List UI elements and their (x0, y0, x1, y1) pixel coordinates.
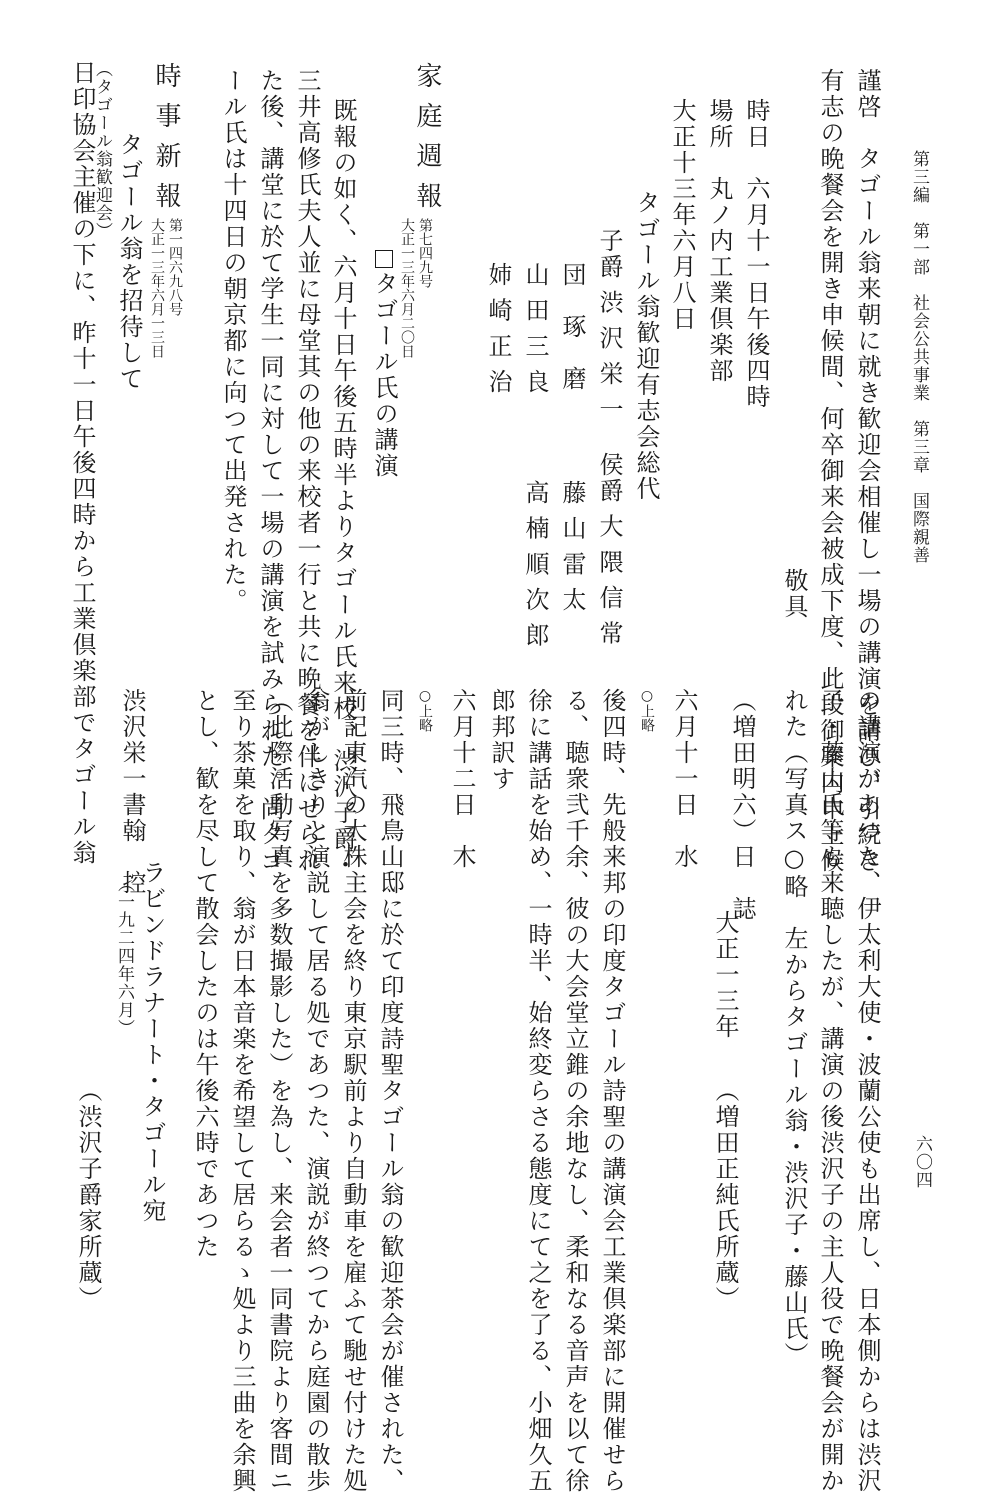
katei-line: 既報の如く、六月十日午後五時半よりタゴール氏来校、渋沢子爵・ (329, 98, 357, 878)
jiji-title: 時事新報 (151, 62, 181, 222)
diary-line: 郎邦訳す (487, 688, 515, 792)
diary-date: 六月十二日 木 (448, 688, 476, 870)
signer: 藤 山 雷 太 (558, 480, 586, 613)
signer: 子爵 渋 沢 栄 一 (595, 228, 623, 423)
diary-line: 後四時、先般来邦の印度タゴール詩聖の講演会工業倶楽部に開催せら (598, 688, 626, 1494)
jiji-issue: 第一四六九八号 (167, 218, 183, 316)
diary-line: （此際活動写真を多数撮影した）を為し、来会者一同書院より客間ニ (265, 688, 293, 1494)
signer: 姉 崎 正 治 (484, 262, 512, 395)
katei-issue: 第七四九号 (417, 218, 433, 288)
diary-line: 徐に講話を始め、一時半、始終変らさる態度にて之を了る、小畑久五 (524, 688, 552, 1494)
invitation-line-2: 有志の晩餐会を開き申候間、何卒御来会被成下度、此段御案内申上候 (816, 68, 844, 874)
signer: 侯爵 大 隈 信 常 (595, 452, 623, 647)
diary-line: とし、歓を尽して散会したのは午後六時であつた (191, 688, 219, 1260)
square-mark-icon (375, 250, 393, 268)
diary-date: 六月十一日 水 (670, 688, 698, 870)
katei-subtitle-text: タゴール氏の講演 (370, 271, 398, 479)
katei-title: 家庭週報 (412, 62, 442, 222)
letter-title: 渋沢栄一書翰 控 (118, 688, 146, 896)
diary-line: 前記東汽の大株主会を終り東京駅前より自動車を雇ふて馳せ付けた処 (339, 688, 367, 1494)
cont-line: 子・藤山氏等も来聴したが、講演の後渋沢子の主人役で晩餐会が開か (816, 688, 844, 1494)
invitation-line-1: 謹啓 タゴール翁来朝に就き歓迎会相催し一場の講演を請ひ、引続き (853, 68, 881, 874)
katei-issue-date: 大正一三年六月二〇日 (399, 218, 415, 358)
katei-subtitle (372, 250, 396, 479)
nikki-source: （増田正純氏所蔵） (711, 1078, 739, 1312)
katei-line: 三井高修氏夫人並に母堂其の他の来校者一行と共に晩餐を伴にせられ (293, 68, 321, 874)
katei-line: た後、講堂に於て学生一同に対して一場の講演を試みられた。尚タゴ (256, 68, 284, 874)
signer: 高 楠 順 次 郎 (521, 480, 549, 649)
jiji-issue-date: 大正一三年六月一三日 (149, 218, 165, 358)
letter-recipient: ラビンドラナート・タゴール宛 (138, 860, 166, 1224)
cont-line: れた（写真ス○略 左からタゴール翁・渋沢子・藤山氏） (780, 688, 808, 1368)
nikki-year: 大正一三年 (711, 910, 739, 1040)
signer: 山 田 三 良 (521, 262, 549, 395)
page-number: 六〇四 (912, 1135, 932, 1189)
signer: 団 琢 磨 (558, 262, 586, 392)
invitation-closing: 敬具 (780, 568, 808, 620)
letter-source: （渋沢子爵家所蔵） (74, 1078, 102, 1312)
diary-line: 同三時、飛鳥山邸に於て印度詩聖タゴール翁の歓迎茶会が催された、 (376, 688, 404, 1494)
invitation-place: 場所 丸ノ内工業倶楽部 (705, 98, 733, 384)
invitation-time: 時日 六月十一日午後四時 (742, 98, 770, 410)
omission-mark: ○上略 (417, 688, 433, 732)
diary-line: 至り茶菓を取り、翁が日本音楽を希望して居らるゝ処より三曲を余興 (228, 688, 256, 1494)
jiji-line: 日印協会主催の下に、昨十一日午後四時から工業倶楽部でタゴール翁 (68, 60, 96, 866)
katei-line: ール氏は十四日の朝京都に向つて出発された。 (219, 68, 247, 614)
invitation-org: タゴール翁歓迎有志会総代 (632, 190, 660, 502)
diary-line: 翁がしきりと演説して居る処であつた、演説が終つてから庭園の散歩 (302, 688, 330, 1494)
letter-date: （一九二四年六月） (114, 875, 134, 1037)
invitation-date: 大正十三年六月八日 (668, 98, 696, 332)
omission-mark: ○上略 (639, 688, 655, 732)
running-header: 第三編 第一部 社会公共事業 第三章 国際親善 (909, 150, 929, 564)
nikki-title: （増田明六）日 誌 (728, 688, 756, 922)
cont-line: の講演があつた、伊太利大使・波蘭公使も出席し、日本側からは渋沢 (853, 688, 881, 1494)
diary-line: る、聴衆弐千余、彼の大会堂立錐の余地なし、柔和なる音声を以て徐 (561, 688, 589, 1494)
jiji-subtitle-2: （タゴール翁歓迎会） (92, 60, 112, 240)
jiji-subtitle: タゴール翁を招待して (115, 132, 143, 392)
